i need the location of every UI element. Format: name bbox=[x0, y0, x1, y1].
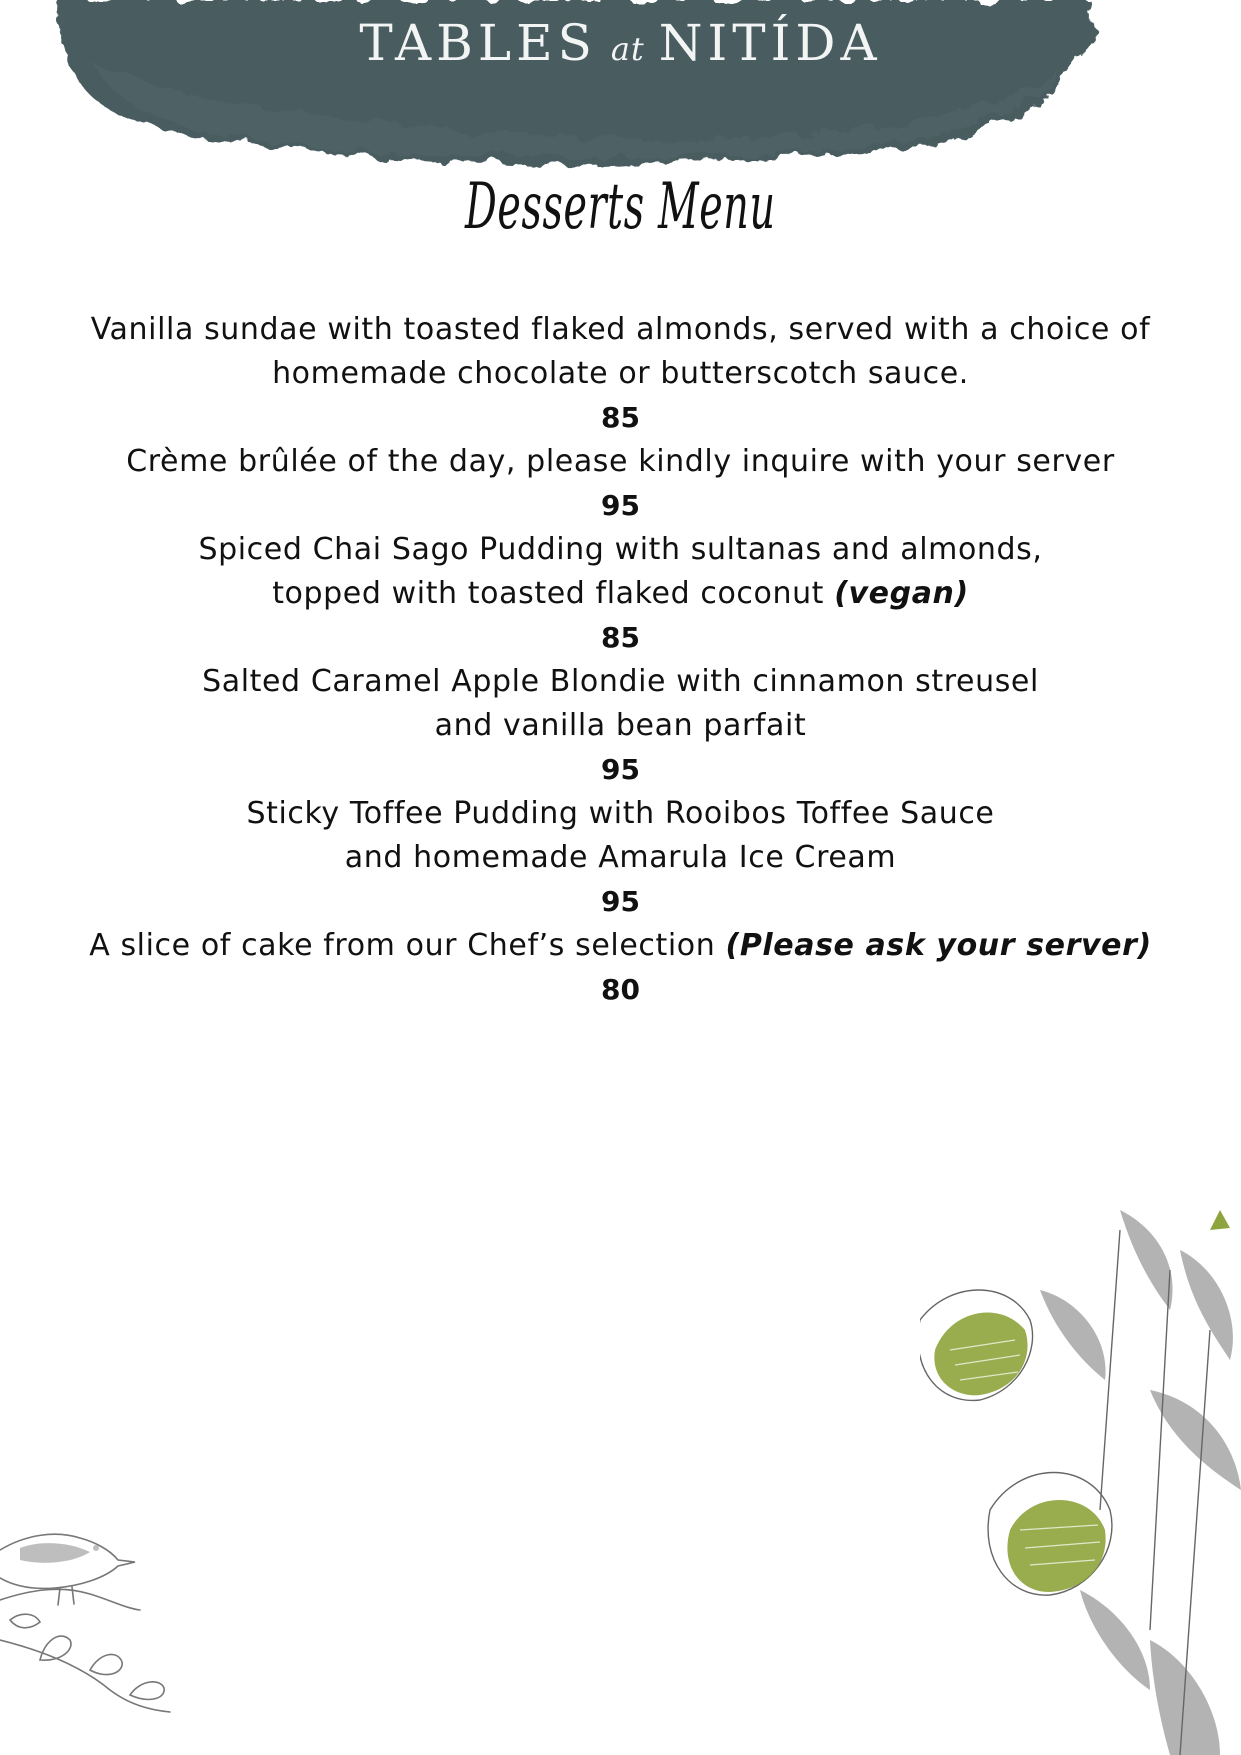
item-description: Spiced Chai Sago Pudding with sultanas and almonds, bbox=[198, 532, 1043, 567]
menu-item bbox=[60, 924, 1181, 1012]
restaurant-logo bbox=[0, 14, 1241, 72]
item-description bbox=[60, 924, 1181, 968]
item-price: 80 bbox=[601, 973, 640, 1006]
item-price: 95 bbox=[601, 489, 640, 522]
item-note: (vegan) bbox=[834, 576, 969, 611]
bird-on-branch-illustration bbox=[0, 1490, 200, 1720]
menu-item bbox=[60, 660, 1181, 792]
item-description: Vanilla sundae with toasted flaked almonds, served with a choice of bbox=[90, 312, 1151, 347]
item-price: 95 bbox=[601, 753, 640, 786]
dessert-list bbox=[60, 308, 1181, 1012]
item-note: (Please ask your server) bbox=[725, 928, 1152, 963]
item-price: 85 bbox=[601, 621, 640, 654]
page-title: Desserts Menu bbox=[464, 170, 776, 244]
item-description: Crème brûlée of the day, please kindly inquire with your server bbox=[126, 444, 1115, 479]
menu-item bbox=[60, 792, 1181, 924]
item-description-line2: homemade chocolate or butterscotch sauce. bbox=[272, 356, 969, 391]
protea-flowers-illustration bbox=[920, 1210, 1241, 1755]
item-description-text: A slice of cake from our Chef’s selection bbox=[89, 928, 716, 963]
item-price: 95 bbox=[601, 885, 640, 918]
menu-item bbox=[60, 528, 1181, 660]
item-description-line2: and homemade Amarula Ice Cream bbox=[344, 840, 897, 875]
item-price: 85 bbox=[601, 401, 640, 434]
brand-name: NITÍDA bbox=[658, 14, 882, 72]
menu-item bbox=[60, 308, 1181, 440]
item-description: Sticky Toffee Pudding with Rooibos Toffee Sauce bbox=[246, 796, 995, 831]
item-description-text: topped with toasted flaked coconut bbox=[272, 576, 825, 611]
item-description: Salted Caramel Apple Blondie with cinnamon streusel bbox=[202, 664, 1039, 699]
item-description-line2 bbox=[60, 572, 1181, 616]
brand-at: at bbox=[610, 30, 645, 68]
brand-main: TABLES bbox=[359, 14, 597, 72]
item-description-line2: and vanilla bean parfait bbox=[434, 708, 807, 743]
menu-item bbox=[60, 440, 1181, 528]
